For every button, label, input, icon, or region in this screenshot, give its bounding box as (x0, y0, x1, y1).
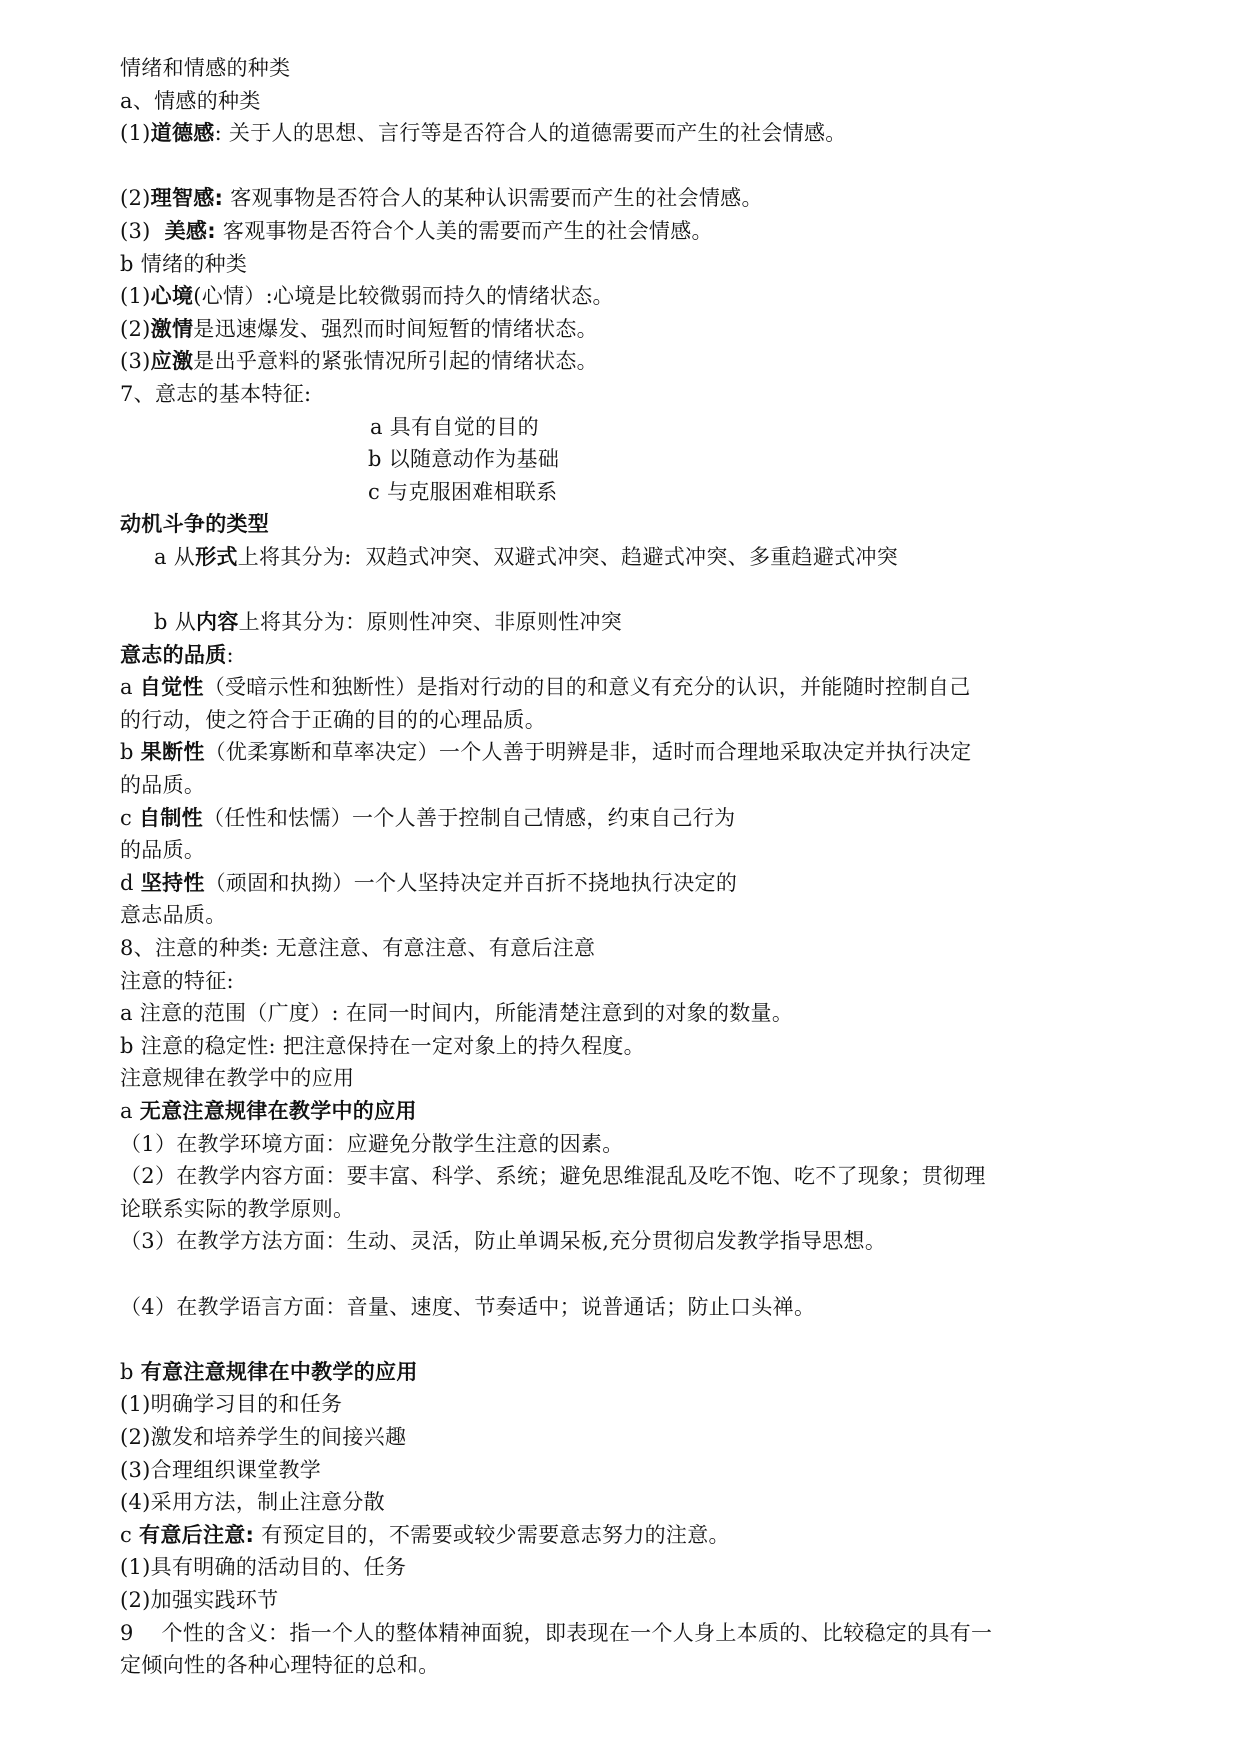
text-line: b 果断性（优柔寡断和草率决定）一个人善于明辨是非，适时而合理地采取决定并执行决定 (120, 740, 972, 765)
list-item: (1)明确学习目的和任务 (120, 1392, 343, 1417)
text-line: 论联系实际的教学原则。 (120, 1196, 355, 1221)
text-line: a 自觉性（受暗示性和独断性）是指对行动的目的和意义有充分的认识，并能随时控制自己 (120, 675, 971, 700)
list-item: （3）在教学方法方面：生动、灵活，防止单调呆板,充分贯彻启发教学指导思想。 (120, 1229, 887, 1254)
list-item: (4)采用方法，制止注意分散 (120, 1490, 385, 1515)
spacer (120, 574, 1130, 607)
spacer (120, 1258, 1130, 1291)
subheading: b 情绪的种类 (120, 251, 248, 276)
text-line: b 注意的稳定性: 把注意保持在一定对象上的持久程度。 (120, 1033, 645, 1058)
list-item: a 具有自觉的目的 (370, 414, 539, 439)
text-line: (1)道德感: 关于人的思想、言行等是否符合人的道德需要而产生的社会情感。 (120, 121, 847, 146)
section-heading: 7、意志的基本特征: (120, 381, 312, 406)
bold-heading: 动机斗争的类型 (120, 512, 270, 537)
text-line: a 注意的范围（广度）: 在同一时间内，所能清楚注意到的对象的数量。 (120, 1001, 794, 1026)
text-line: c 有意后注意: 有预定目的，不需要或较少需要意志努力的注意。 (120, 1522, 730, 1547)
list-item: （1）在教学环境方面：应避免分散学生注意的因素。 (120, 1131, 624, 1156)
bold-heading: 意志的品质: (120, 642, 234, 667)
document-page (120, 52, 1130, 1682)
text-line: 注意规律在教学中的应用 (120, 1066, 355, 1091)
text-line: b 从内容上将其分为：原则性冲突、非原则性冲突 (154, 610, 623, 635)
section-heading: 8、注意的种类: 无意注意、有意注意、有意后注意 (120, 936, 596, 961)
section-heading: 情绪和情感的种类 (120, 56, 291, 80)
text-line: c 自制性（任性和怯懦）一个人善于控制自己情感，约束自己行为 (120, 805, 736, 830)
text-line: 的行动，使之符合于正确的目的的心理品质。 (120, 707, 546, 732)
text-line: (3) 美感: 客观事物是否符合个人美的需要而产生的社会情感。 (120, 218, 713, 243)
text-line: (1)心境(心情）:心境是比较微弱而持久的情绪状态。 (120, 284, 614, 309)
text-line: 意志品质。 (120, 903, 227, 928)
list-item: (2)激发和培养学生的间接兴趣 (120, 1424, 407, 1449)
text-line: d 坚持性（顽固和执拗）一个人坚持决定并百折不挠地执行决定的 (120, 870, 738, 895)
text-line: (3)应激是出乎意料的紧张情况所引起的情绪状态。 (120, 349, 598, 374)
text-line: 定倾向性的各种心理特征的总和。 (120, 1653, 440, 1678)
text-line: (2)理智感: 客观事物是否符合人的某种认识需要而产生的社会情感。 (120, 186, 763, 211)
text-line: 的品质。 (120, 773, 206, 798)
spacer (120, 1323, 1130, 1356)
list-item: b 以随意动作为基础 (368, 447, 560, 472)
section-heading: 9 个性的含义：指一个人的整体精神面貌，即表现在一个人身上本质的、比较稳定的具有一 (120, 1620, 993, 1645)
bold-heading: b 有意注意规律在中教学的应用 (120, 1359, 418, 1384)
list-item: （2）在教学内容方面：要丰富、科学、系统；避免思维混乱及吃不饱、吃不了现象；贯彻理 (120, 1164, 986, 1189)
list-item: (2)加强实践环节 (120, 1587, 279, 1612)
text-line: 注意的特征: (120, 968, 234, 993)
text-line: 的品质。 (120, 838, 206, 863)
list-item: c 与克服困难相联系 (368, 479, 558, 504)
bold-heading: a 无意注意规律在教学中的应用 (120, 1099, 417, 1123)
list-item: (3)合理组织课堂教学 (120, 1457, 322, 1482)
list-item: （4）在教学语言方面：音量、速度、节奏适中；说普通话；防止口头禅。 (120, 1294, 816, 1319)
text-line: (2)激情是迅速爆发、强烈而时间短暂的情绪状态。 (120, 316, 598, 341)
list-item: (1)具有明确的活动目的、任务 (120, 1555, 407, 1580)
spacer (120, 150, 1130, 183)
subheading: a、情感的种类 (120, 88, 261, 113)
text-line: a 从形式上将其分为: 双趋式冲突、双避式冲突、趋避式冲突、多重趋避式冲突 (154, 544, 899, 569)
